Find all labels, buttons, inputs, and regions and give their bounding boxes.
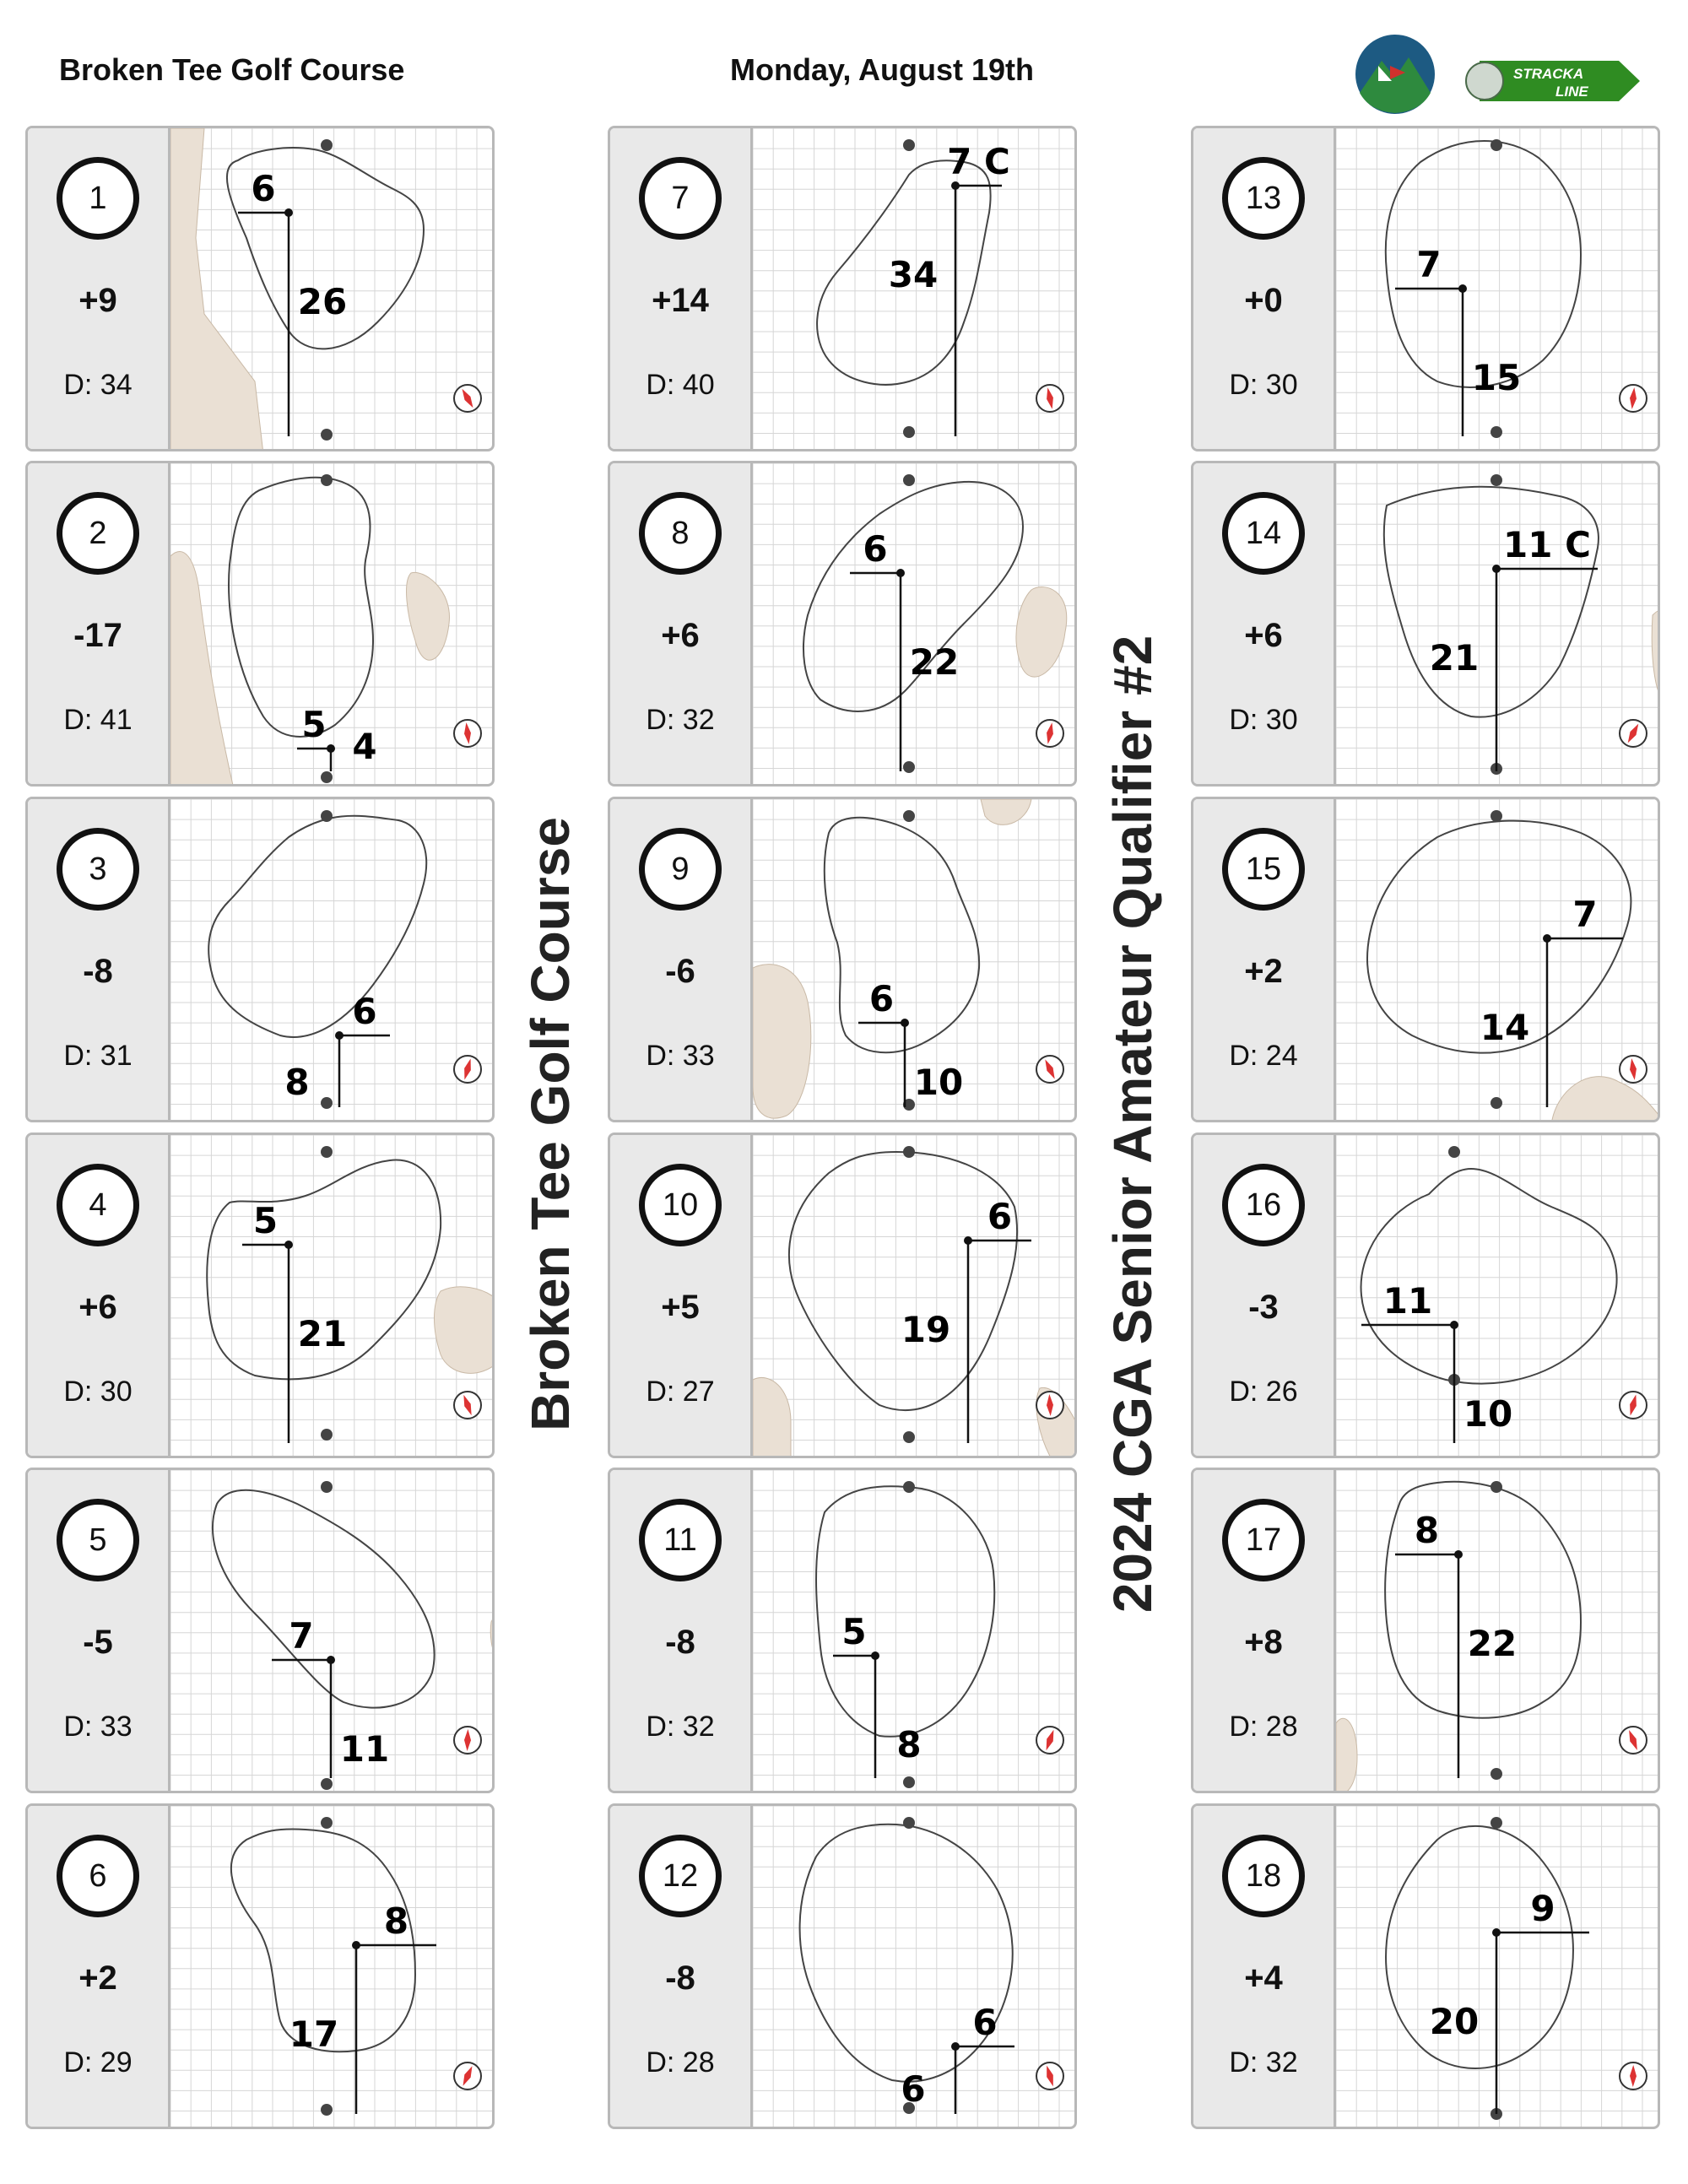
back-marker xyxy=(1491,139,1502,151)
pin-location xyxy=(1543,934,1551,943)
pin-side-distance: 9 xyxy=(1530,1888,1555,1929)
bunker xyxy=(170,551,234,787)
pin-front-distance: 17 xyxy=(289,2014,339,2055)
front-marker xyxy=(1491,1097,1502,1109)
hole-number: 9 xyxy=(639,828,722,911)
svg-text:STRACKA: STRACKA xyxy=(1513,66,1584,82)
hole-info-panel xyxy=(28,799,170,1120)
left-vertical-title: Broken Tee Golf Course xyxy=(520,817,581,1431)
front-marker xyxy=(321,1429,333,1441)
front-marker xyxy=(903,426,915,438)
back-marker xyxy=(321,474,333,486)
green-diagram xyxy=(753,128,1077,449)
bunker xyxy=(1652,610,1660,700)
pin-front-distance: 34 xyxy=(888,254,939,295)
hole-number: 14 xyxy=(1222,492,1305,575)
compass-icon xyxy=(1036,2062,1063,2089)
hole-card xyxy=(1191,1803,1660,2129)
green-diagram xyxy=(1336,463,1660,784)
pin-front-distance: 10 xyxy=(1463,1393,1513,1435)
green-slope-score: -3 xyxy=(1248,1289,1279,1326)
hole-number: 5 xyxy=(57,1499,139,1581)
back-marker xyxy=(903,474,915,486)
bunker xyxy=(981,799,1031,824)
pin-front-distance: 6 xyxy=(901,2068,926,2110)
green-diagram xyxy=(170,1135,495,1456)
back-marker xyxy=(1491,474,1502,486)
hole-number: 2 xyxy=(57,492,139,575)
pin-location xyxy=(335,1031,344,1040)
green-outline xyxy=(1386,1826,1573,2068)
bunker xyxy=(170,128,263,451)
pin-location xyxy=(327,1656,335,1664)
back-marker xyxy=(903,139,915,151)
green-diagram xyxy=(753,1470,1077,1791)
pin-side-distance: 6 xyxy=(251,168,276,209)
pin-location xyxy=(1450,1321,1458,1329)
pin-side-distance: 5 xyxy=(252,1200,279,1241)
pin-side-distance: 11 xyxy=(1382,1280,1433,1322)
hole-info-panel xyxy=(1193,128,1336,449)
front-marker xyxy=(1491,1768,1502,1780)
green-diagram xyxy=(753,799,1077,1120)
pin-side-distance: 6 xyxy=(868,978,895,1019)
hole-card xyxy=(25,1468,495,1793)
hole-number: 12 xyxy=(639,1835,722,1917)
back-marker xyxy=(321,139,333,151)
hole-number: 4 xyxy=(57,1164,139,1246)
hole-number: 6 xyxy=(57,1835,139,1917)
green-outline xyxy=(213,1490,435,1708)
hole-info-panel xyxy=(28,1470,170,1791)
green-depth: D: 24 xyxy=(1229,1040,1298,1072)
green-depth: D: 27 xyxy=(646,1376,715,1408)
pin-front-distance: 19 xyxy=(901,1309,951,1350)
pin-location xyxy=(964,1236,972,1245)
green-depth: D: 29 xyxy=(63,2046,133,2079)
pin-front-distance: 8 xyxy=(284,1062,310,1103)
svg-text:LINE: LINE xyxy=(1555,84,1588,100)
hole-info-panel xyxy=(1193,1470,1336,1791)
compass-icon xyxy=(1620,1727,1647,1754)
pin-front-distance: 10 xyxy=(913,1062,964,1103)
hole-card xyxy=(25,126,495,451)
back-marker xyxy=(321,1817,333,1829)
green-depth: D: 28 xyxy=(1229,1711,1298,1743)
back-marker xyxy=(1491,810,1502,822)
green-outline xyxy=(208,816,426,1037)
hole-card xyxy=(608,1133,1077,1458)
green-diagram xyxy=(1336,799,1660,1120)
front-marker xyxy=(321,1097,333,1109)
back-marker xyxy=(1491,1481,1502,1493)
pin-location xyxy=(1454,1550,1463,1559)
hole-card xyxy=(608,461,1077,787)
pin-front-distance: 20 xyxy=(1429,2001,1480,2042)
pin-side-distance: 5 xyxy=(841,1611,867,1652)
front-marker xyxy=(903,1776,915,1788)
compass-icon xyxy=(1036,1392,1063,1419)
green-depth: D: 33 xyxy=(646,1040,715,1072)
back-marker xyxy=(321,1481,333,1493)
pin-location xyxy=(1492,1928,1501,1937)
back-marker xyxy=(321,810,333,822)
compass-icon xyxy=(454,1392,481,1419)
stracka-line-logo xyxy=(1463,52,1648,111)
green-slope-score: +6 xyxy=(661,617,700,654)
back-marker xyxy=(903,1817,915,1829)
hole-number: 17 xyxy=(1222,1499,1305,1581)
hole-number: 16 xyxy=(1222,1164,1305,1246)
back-marker xyxy=(903,1481,915,1493)
green-slope-score: -6 xyxy=(665,953,695,990)
green-diagram xyxy=(1336,1470,1660,1791)
hole-info-panel xyxy=(28,1806,170,2127)
pin-side-distance: 6 xyxy=(987,1196,1013,1237)
green-outline xyxy=(825,818,979,1052)
green-depth: D: 32 xyxy=(1229,2046,1298,2079)
compass-icon xyxy=(454,2062,481,2089)
green-slope-score: -8 xyxy=(83,953,113,990)
green-slope-score: +6 xyxy=(78,1289,117,1326)
hole-card xyxy=(608,126,1077,451)
pin-location xyxy=(871,1652,879,1660)
hole-card xyxy=(1191,126,1660,451)
compass-icon xyxy=(1620,720,1647,747)
green-slope-score: +2 xyxy=(1244,953,1283,990)
bunker xyxy=(1336,1718,1357,1793)
right-vertical-title: 2024 CGA Senior Amateur Qualifier #2 xyxy=(1102,635,1163,1614)
hole-card xyxy=(1191,1468,1660,1793)
front-marker xyxy=(321,1778,333,1790)
pin-location xyxy=(352,1941,360,1949)
green-slope-score: +2 xyxy=(78,1960,117,1997)
green-depth: D: 32 xyxy=(646,1711,715,1743)
pin-side-distance: 8 xyxy=(383,1900,409,1942)
hole-card xyxy=(25,797,495,1122)
pin-location xyxy=(327,744,335,753)
hole-number: 13 xyxy=(1222,157,1305,240)
green-slope-score: +8 xyxy=(1244,1624,1283,1661)
bunker xyxy=(1551,1077,1660,1122)
pin-location xyxy=(284,1241,293,1249)
pin-location xyxy=(951,181,960,190)
back-marker xyxy=(321,1146,333,1158)
pin-side-distance: 11 C xyxy=(1503,524,1591,565)
compass-icon xyxy=(1036,1727,1063,1754)
pin-location xyxy=(951,2042,960,2051)
pin-front-distance: 8 xyxy=(896,1724,922,1765)
pin-location xyxy=(1458,284,1467,293)
hole-number: 3 xyxy=(57,828,139,911)
hole-info-panel xyxy=(28,128,170,449)
pin-side-distance: 6 xyxy=(863,528,888,570)
hole-info-panel xyxy=(1193,799,1336,1120)
front-marker xyxy=(321,429,333,441)
green-diagram xyxy=(753,463,1077,784)
hole-number: 15 xyxy=(1222,828,1305,911)
green-depth: D: 30 xyxy=(1229,704,1298,736)
compass-icon xyxy=(1620,1056,1647,1083)
hole-number: 8 xyxy=(639,492,722,575)
green-depth: D: 28 xyxy=(646,2046,715,2079)
back-marker xyxy=(1491,1817,1502,1829)
hole-number: 1 xyxy=(57,157,139,240)
pin-location xyxy=(901,1019,909,1027)
green-diagram xyxy=(170,128,495,449)
green-slope-score: +0 xyxy=(1244,282,1283,319)
hole-info-panel xyxy=(610,1470,753,1791)
front-marker xyxy=(321,771,333,783)
green-diagram xyxy=(170,1470,495,1791)
green-depth: D: 33 xyxy=(63,1711,133,1743)
front-marker xyxy=(903,761,915,773)
pin-side-distance: 8 xyxy=(1414,1510,1440,1551)
pin-front-distance: 15 xyxy=(1471,357,1522,398)
pin-front-distance: 4 xyxy=(352,726,377,767)
green-slope-score: +5 xyxy=(661,1289,700,1326)
bunker xyxy=(490,1617,495,1656)
green-slope-score: +6 xyxy=(1244,617,1283,654)
compass-icon xyxy=(1620,1392,1647,1419)
hole-number: 7 xyxy=(639,157,722,240)
green-outline xyxy=(1384,487,1599,717)
back-marker xyxy=(1448,1146,1460,1158)
green-slope-score: +9 xyxy=(78,282,117,319)
pin-location xyxy=(284,208,293,217)
bunker xyxy=(753,965,811,1118)
bunker xyxy=(435,1287,495,1374)
pin-front-distance: 21 xyxy=(297,1313,348,1354)
hole-info-panel xyxy=(1193,1135,1336,1456)
green-outline xyxy=(1361,1169,1617,1384)
pin-side-distance: 6 xyxy=(972,2002,998,2043)
green-diagram xyxy=(753,1135,1077,1456)
hole-card xyxy=(25,461,495,787)
green-slope-score: -5 xyxy=(83,1624,113,1661)
hole-info-panel xyxy=(1193,463,1336,784)
pin-front-distance: 14 xyxy=(1480,1007,1530,1048)
pin-side-distance: 7 xyxy=(1416,244,1442,285)
green-diagram xyxy=(1336,1135,1660,1456)
front-marker xyxy=(903,1431,915,1443)
compass-icon xyxy=(1036,1056,1063,1083)
hole-number: 10 xyxy=(639,1164,722,1246)
event-date: Monday, August 19th xyxy=(730,52,1034,87)
compass-icon xyxy=(1620,385,1647,412)
compass-icon xyxy=(1036,385,1063,412)
green-diagram xyxy=(1336,128,1660,449)
hole-card xyxy=(25,1803,495,2129)
hole-number: 11 xyxy=(639,1499,722,1581)
hole-info-panel xyxy=(610,1135,753,1456)
compass-icon xyxy=(1036,720,1063,747)
hole-number: 18 xyxy=(1222,1835,1305,1917)
pin-front-distance: 22 xyxy=(909,641,960,683)
green-depth: D: 32 xyxy=(646,704,715,736)
back-marker xyxy=(903,1146,915,1158)
pin-location xyxy=(1492,565,1501,573)
compass-icon xyxy=(454,1727,481,1754)
pin-front-distance: 21 xyxy=(1429,637,1480,678)
pin-location xyxy=(896,569,905,577)
green-slope-score: -17 xyxy=(73,617,122,654)
pin-side-distance: 7 xyxy=(1572,894,1598,935)
hole-card xyxy=(608,797,1077,1122)
hole-info-panel xyxy=(1193,1806,1336,2127)
pin-front-distance: 26 xyxy=(297,281,348,322)
green-depth: D: 34 xyxy=(63,369,133,401)
hole-card xyxy=(1191,1133,1660,1458)
hole-card xyxy=(608,1468,1077,1793)
pin-side-distance: 7 xyxy=(289,1615,314,1657)
compass-icon xyxy=(1620,2062,1647,2089)
bunker xyxy=(753,1377,791,1458)
pin-front-distance: 22 xyxy=(1467,1623,1518,1664)
back-marker xyxy=(903,810,915,822)
hole-card xyxy=(608,1803,1077,2129)
green-slope-score: +14 xyxy=(652,282,709,319)
front-marker xyxy=(1491,426,1502,438)
green-diagram xyxy=(753,1806,1077,2127)
compass-icon xyxy=(454,385,481,412)
pin-side-distance: 7 C xyxy=(947,141,1010,182)
green-outline xyxy=(789,1152,1017,1410)
hole-info-panel xyxy=(610,128,753,449)
hole-info-panel xyxy=(610,463,753,784)
green-diagram xyxy=(1336,1806,1660,2127)
hole-card xyxy=(1191,797,1660,1122)
green-depth: D: 26 xyxy=(1229,1376,1298,1408)
hole-info-panel xyxy=(610,799,753,1120)
hole-card xyxy=(25,1133,495,1458)
green-slope-score: -8 xyxy=(665,1960,695,1997)
hole-card xyxy=(1191,461,1660,787)
green-outline xyxy=(229,478,373,737)
green-diagram xyxy=(170,799,495,1120)
green-diagram xyxy=(170,1806,495,2127)
green-depth: D: 31 xyxy=(63,1040,133,1072)
green-depth: D: 40 xyxy=(646,369,715,401)
green-slope-score: -8 xyxy=(665,1624,695,1661)
front-marker xyxy=(321,2104,333,2116)
pin-front-distance: 11 xyxy=(339,1728,390,1770)
compass-icon xyxy=(454,720,481,747)
hole-info-panel xyxy=(28,1135,170,1456)
hole-info-panel xyxy=(28,463,170,784)
green-depth: D: 30 xyxy=(63,1376,133,1408)
compass-icon xyxy=(454,1056,481,1083)
pin-side-distance: 5 xyxy=(301,704,327,745)
hole-info-panel xyxy=(610,1806,753,2127)
green-depth: D: 30 xyxy=(1229,369,1298,401)
green-outline xyxy=(1386,141,1581,387)
pin-side-distance: 6 xyxy=(352,991,377,1032)
green-slope-score: +4 xyxy=(1244,1960,1283,1997)
green-diagram xyxy=(170,463,495,784)
course-logo xyxy=(1353,32,1437,116)
green-depth: D: 41 xyxy=(63,704,133,736)
course-name: Broken Tee Golf Course xyxy=(59,52,405,87)
